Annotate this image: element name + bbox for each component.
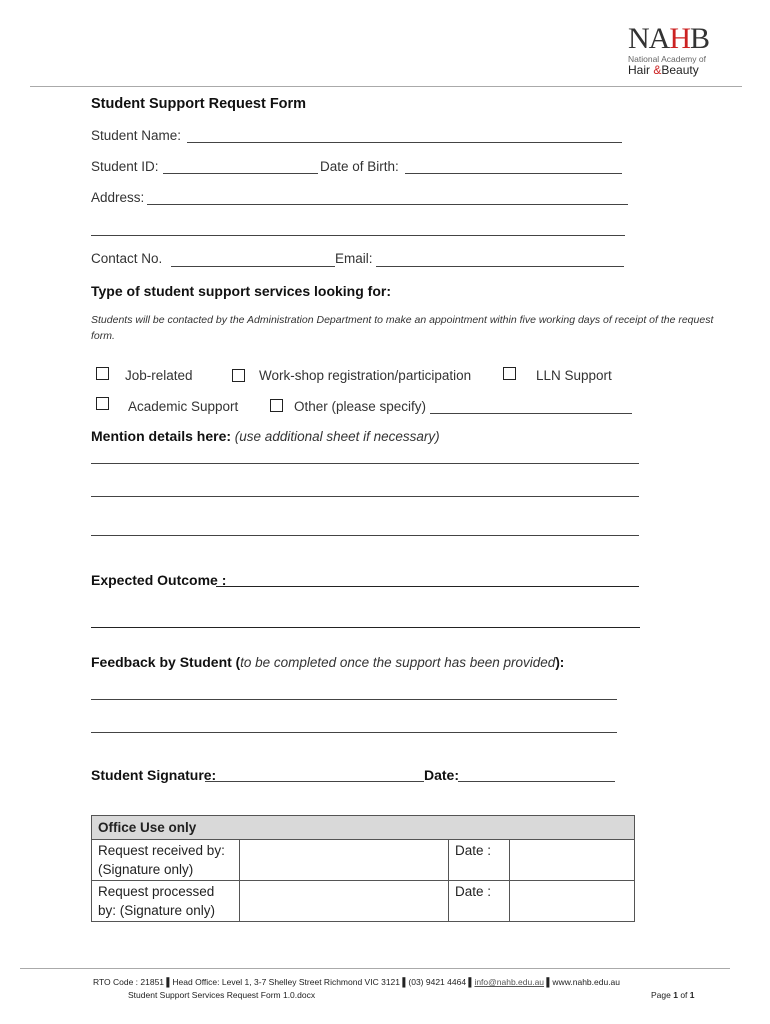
academic-support-label: Academic Support <box>128 399 239 414</box>
academic-support-checkbox[interactable] <box>96 397 109 410</box>
footer-contact-line <box>93 977 620 987</box>
outcome-field-line-2[interactable] <box>91 627 640 628</box>
office-use-heading: Office Use only <box>92 816 635 840</box>
details-heading-row <box>91 428 440 444</box>
feedback-open-paren: ( <box>235 655 241 670</box>
address-label: Address: <box>91 190 145 205</box>
student-name-field[interactable] <box>187 142 622 143</box>
contact-label: Contact No. <box>91 251 163 266</box>
details-line-2[interactable] <box>91 496 639 497</box>
processed-date-label: Date : <box>449 881 510 922</box>
details-line-1[interactable] <box>91 463 639 464</box>
lln-support-label: LLN Support <box>536 368 612 383</box>
signature-date-field[interactable] <box>458 781 615 782</box>
header-rule <box>30 86 742 87</box>
job-related-checkbox[interactable] <box>96 367 109 380</box>
email-field[interactable] <box>376 266 624 267</box>
feedback-heading-row <box>91 654 564 670</box>
email-label: Email: <box>335 251 373 266</box>
lln-support-checkbox[interactable] <box>503 367 516 380</box>
processed-by-signature-cell[interactable] <box>240 881 449 922</box>
details-line-3[interactable] <box>91 535 639 536</box>
office-received-row <box>92 840 635 881</box>
page-total: 1 <box>689 990 695 1000</box>
student-id-field[interactable] <box>163 173 318 174</box>
signature-field[interactable] <box>205 781 424 782</box>
page-prefix: Page <box>651 990 674 1000</box>
page-of: of <box>677 990 690 1000</box>
details-note: (use additional sheet if necessary) <box>234 429 440 444</box>
footer-doc-name: Student Support Services Request Form 1.0.docx <box>128 990 316 1000</box>
job-related-label: Job-related <box>125 368 193 383</box>
footer-rule <box>20 968 730 969</box>
address-field-line-1[interactable] <box>147 204 628 205</box>
workshop-label: Work-shop registration/participation <box>259 368 472 383</box>
logo-tagline <box>628 64 718 77</box>
details-heading: Mention details here: <box>91 428 232 444</box>
footer-website: ▌www.nahb.edu.au <box>544 977 621 987</box>
footer-email-link[interactable]: info@nahb.edu.au <box>474 977 545 987</box>
dob-field[interactable] <box>405 173 622 174</box>
logo-subtitle: National Academy of <box>628 54 706 64</box>
student-name-label: Student Name: <box>91 128 182 143</box>
feedback-note: to be completed once the support has been provided <box>240 655 556 670</box>
signature-label: Student Signature: <box>91 767 217 783</box>
office-processed-row <box>92 881 635 922</box>
logo-mark-h: H <box>669 22 691 55</box>
received-date-label: Date : <box>449 840 510 881</box>
other-specify-field[interactable] <box>430 413 632 414</box>
contact-field[interactable] <box>171 266 335 267</box>
services-note: Students will be contacted by the Administration Department to make an appointment within five working days of receipt of the request form. <box>91 314 714 342</box>
address-field-line-2[interactable] <box>91 235 625 236</box>
footer-rto-address: RTO Code : 21851 ▌Head Office: Level 1, 3-7 Shelley Street Richmond VIC 3121 ▌(03) 9421 4464 ▌ <box>93 977 475 987</box>
feedback-heading: Feedback by Student <box>91 654 232 670</box>
received-date-cell[interactable] <box>510 840 635 881</box>
outcome-label: Expected Outcome : <box>91 572 227 588</box>
logo-mark-na: NA <box>628 22 670 55</box>
received-by-signature-cell[interactable] <box>240 840 449 881</box>
form-title: Student Support Request Form <box>91 96 307 112</box>
logo-mark <box>628 24 718 54</box>
workshop-checkbox[interactable] <box>232 369 245 382</box>
page-current: 1 <box>673 990 678 1000</box>
dob-label: Date of Birth: <box>320 159 399 174</box>
logo-tagline-beauty: Beauty <box>661 63 699 77</box>
signature-date-label: Date: <box>424 767 460 783</box>
office-use-header-row <box>92 816 635 840</box>
footer-page-number <box>651 990 695 1000</box>
feedback-line-1[interactable] <box>91 699 617 700</box>
other-label: Other (please specify) <box>294 399 427 414</box>
other-checkbox[interactable] <box>270 399 283 412</box>
logo-tagline-hair: Hair <box>628 63 654 77</box>
received-by-label: Request received by: (Signature only) <box>92 840 240 881</box>
logo-mark-b: B <box>690 22 710 55</box>
processed-date-cell[interactable] <box>510 881 635 922</box>
outcome-field-line-1[interactable] <box>216 586 639 587</box>
feedback-line-2[interactable] <box>91 732 617 733</box>
feedback-close-paren: ): <box>555 655 565 670</box>
services-heading: Type of student support services looking for: <box>91 283 391 299</box>
logo-tagline-amp: & <box>653 63 662 77</box>
processed-by-label: Request processed by: (Signature only) <box>92 881 240 922</box>
office-use-table <box>91 815 635 922</box>
student-id-label: Student ID: <box>91 159 159 174</box>
nahb-logo <box>628 24 718 80</box>
